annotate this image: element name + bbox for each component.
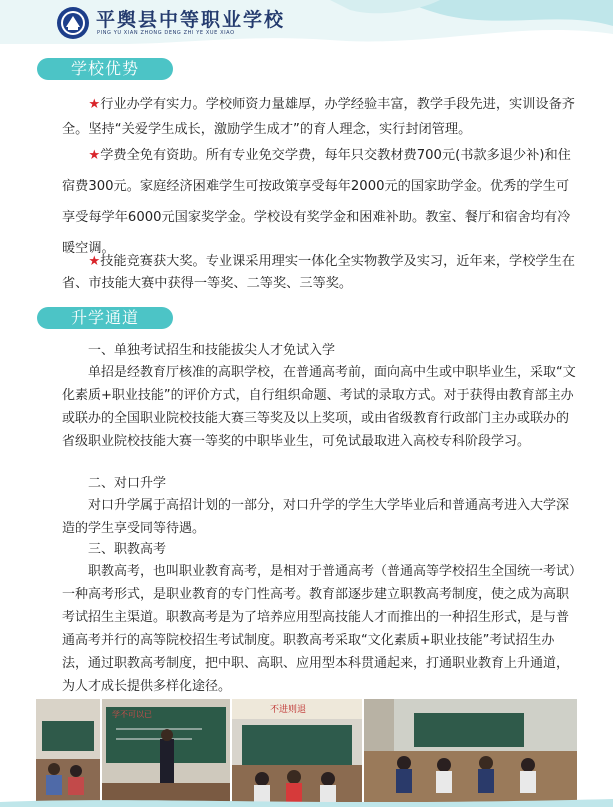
header-wave-decoration bbox=[0, 0, 613, 60]
pathway-heading-3: 三、职教高考 bbox=[88, 542, 167, 557]
star-icon: ★ bbox=[88, 97, 101, 112]
section-title-pathways: 升学通道 bbox=[37, 307, 173, 329]
school-name-pinyin: PING YU XIAN ZHONG DENG ZHI YE XUE XIAO bbox=[97, 30, 235, 36]
classroom-photo-1 bbox=[36, 699, 100, 807]
classroom-photo-4 bbox=[364, 699, 577, 807]
board-slogan: 学不可以已 bbox=[112, 710, 152, 719]
section-title-advantages: 学校优势 bbox=[37, 58, 173, 80]
classroom-banner: 不进则退 bbox=[270, 705, 307, 715]
star-icon: ★ bbox=[88, 148, 101, 163]
pathway-paragraph-1: 单招是经教育厅核准的高职学校，在普通高考前，面向高中生或中职毕业生，采取“文化素质+职业技能”的评价方式，自行组织命题、考试的录取方式。对于获得由教育部主办或联办的全国职业院校技能大赛三等奖及以上奖项，或由省级教育行政部门主办或联办的省级职业院校技能大赛一等奖的中职毕业生，可免试最取进入高校专科阶段学习。 bbox=[62, 365, 576, 449]
school-logo-icon bbox=[56, 6, 90, 40]
advantage-paragraph-2: ★学费全免有资助。所有专业免交学费，每年只交教材费700元(书款多退少补)和住宿费300元。家庭经济困难学生可按政策享受每年2000元的国家助学金。优秀的学生可享受每学年6000元国家奖学金。学校设有奖学金和困难补助。教室、餐厅和宿舍均有冷暖空调。 bbox=[62, 148, 571, 256]
advantage-paragraph-3: ★技能竞赛获大奖。专业课采用理实一体化全实物教学及实习，近年来，学校学生在省、市技能大赛中获得一等奖、二等奖、三等奖。 bbox=[62, 254, 575, 291]
pathway-heading-1: 一、单独考试招生和技能拔尖人才免试入学 bbox=[88, 343, 336, 358]
classroom-photo-3 bbox=[232, 699, 362, 807]
school-name: 平舆县中等职业学校 bbox=[96, 9, 286, 31]
advantage-paragraph-1: ★行业办学有实力。学校师资力量雄厚，办学经验丰富，教学手段先进，实训设备齐全。坚持“关爱学生成长，激励学生成才”的育人理念，实行封闭管理。 bbox=[62, 97, 575, 137]
classroom-photo-2 bbox=[102, 699, 230, 807]
pathway-heading-2: 二、对口升学 bbox=[88, 476, 167, 491]
pathway-paragraph-2: 对口升学属于高招计划的一部分，对口升学的学生大学毕业后和普通高考进入大学深造的学生享受同等待遇。 bbox=[62, 498, 570, 536]
footer-wave-decoration bbox=[0, 796, 613, 807]
star-icon: ★ bbox=[88, 254, 101, 269]
pathway-paragraph-3: 职教高考，也叫职业教育高考，是相对于普通高考（普通高等学校招生全国统一考试）一种高考形式，是职业教育的专门性高考。教育部逐步建立职教高考制度，使之成为高职考试招生主渠道。职教高考是为了培养应用型高技能人才而推出的一种招生形式，是与普通高考并行的高等院校招生考试制度。职教高考采取“文化素质+职业技能”考试招生办法，通过职教高考制度，把中职、高职、应用型本科贯通起来，打通职业教育上升通道，为人才成长提供多样化途径。 bbox=[62, 564, 576, 694]
classroom-photo-strip bbox=[36, 699, 577, 807]
